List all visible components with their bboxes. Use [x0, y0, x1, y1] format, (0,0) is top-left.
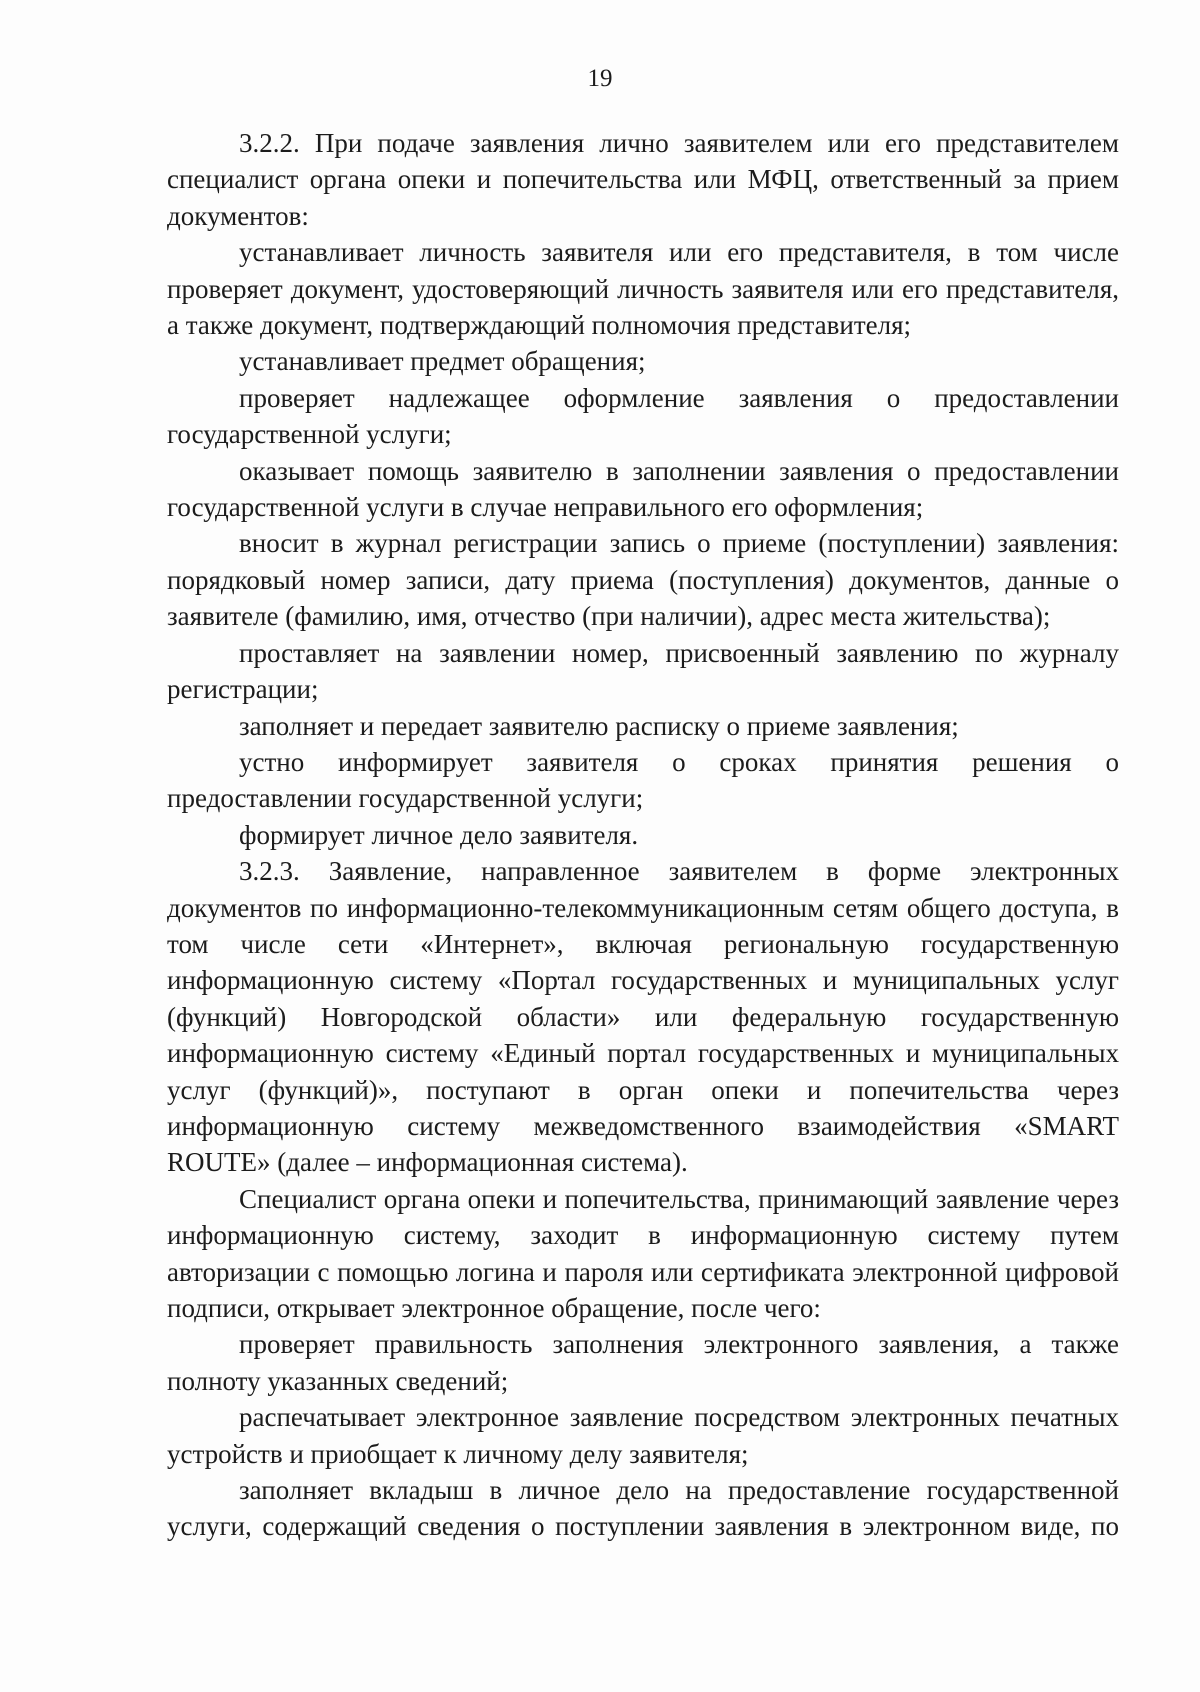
paragraph-inform-deadlines: устно информирует заявителя о сроках принятия решения о предоставлении государственной услуги;	[167, 746, 1119, 814]
paragraph-registration-number: проставляет на заявлении номер, присвоенный заявлению по журналу регистрации;	[167, 637, 1119, 705]
paragraph-insert: заполняет вкладыш в личное дело на предоставление государственной услуги, содержащий сведения о поступлении заявления в электронном виде, по	[167, 1475, 1119, 1542]
paragraph-subject: устанавливает предмет обращения;	[239, 346, 646, 377]
paragraph-specialist: Специалист органа опеки и попечительства, принимающий заявление через информационную систему, заходит в информационную систему путем авторизации с помощью логина и пароля или сертификата электронной цифровой подписи, открывает электронное обращение, после чего:	[167, 1183, 1119, 1323]
paragraph-print: распечатывает электронное заявление посредством электронных печатных устройств и приобщает к личному делу заявителя;	[167, 1402, 1119, 1469]
paragraph-form-check: проверяет надлежащее оформление заявления о предоставлении государственной услуги;	[167, 382, 1119, 450]
document-body	[167, 125, 1119, 1545]
paragraph-assistance: оказывает помощь заявителю в заполнении заявления о предоставлении государственной услуги в случае неправильного его оформления;	[167, 455, 1119, 523]
page-number: 19	[587, 65, 613, 92]
paragraph-journal-entry: вносит в журнал регистрации запись о приеме (поступлении) заявления: порядковый номер записи, дату приема (поступления) документов, данные о заявителе (фамилию, имя, отчество (при наличии), адрес места жительства);	[167, 528, 1119, 632]
paragraph-identity-check: устанавливает личность заявителя или его представителя, в том числе проверяет документ, удостоверяющий личность заявителя или его представителя, а также документ, подтверждающий полномочия представителя;	[167, 237, 1119, 341]
paragraph-3-2-2: 3.2.2. При подаче заявления лично заявителем или его представителем специалист органа опеки и попечительства или МФЦ, ответственный за прием документов:	[167, 128, 1119, 231]
paragraph-3-2-3: 3.2.3. Заявление, направленное заявителем в форме электронных документов по информационно-телекоммуникационным сетям общего доступа, в том числе сети «Интернет», включая региональную государственную информационную систему «Портал государственных и муниципальных услуг (функций) Новгородской области» или федеральную государственную информационную систему «Единый портал государственных и муниципальных услуг (функций)», поступают в орган опеки и попечительства через информационную систему межведомственного взаимодействия «SMART ROUTE» (далее – информационная система).	[167, 856, 1119, 1178]
paragraph-personal-file: формирует личное дело заявителя.	[239, 819, 639, 850]
paragraph-check-completeness: проверяет правильность заполнения электронного заявления, а также полноту указанных сведений;	[167, 1329, 1119, 1396]
paragraph-receipt: заполняет и передает заявителю расписку о приеме заявления;	[239, 710, 959, 741]
